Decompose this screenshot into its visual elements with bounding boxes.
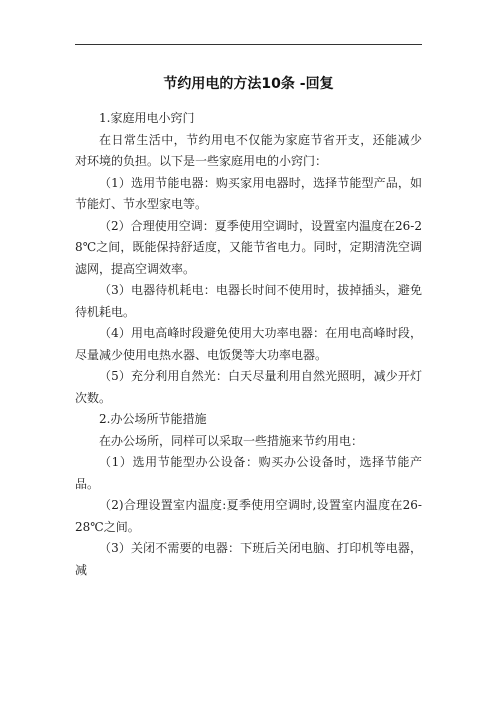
list-item-air-conditioner: （2）合理使用空调：夏季使用空调时，设置室内温度在26-28℃之间，既能保持舒适度，又能节省电力。同时，定期清洗空调滤网，提高空调效率。 — [75, 218, 422, 276]
list-item-turn-off-appliances: （3）关闭不需要的电器：下班后关闭电脑、打印机等电器，减 — [75, 541, 422, 577]
paragraph-intro: 在日常生活中，节约用电不仅能为家庭节省开支，还能减少对环境的负担。以下是一些家庭用电的小窍门： — [75, 132, 422, 168]
list-item-office-equipment: （1）选用节能型办公设备：购买办公设备时，选择节能产品。 — [75, 455, 422, 491]
list-item-natural-light: （5）充分利用自然光：白天尽量利用自然光照明，减少开灯次数。 — [75, 369, 422, 405]
section-heading-home: 1.家庭用电小窍门 — [99, 111, 195, 125]
paragraph-office-intro: 在办公场所，同样可以采取一些措施来节约用电： — [99, 433, 364, 448]
section-heading-office: 2.办公场所节能措施 — [99, 412, 207, 426]
list-item-standby-power: （3）电器待机耗电：电器长时间不使用时，拔掉插头，避免待机耗电。 — [75, 283, 422, 319]
list-item-peak-hours: （4）用电高峰时段避免使用大功率电器：在用电高峰时段，尽量减少使用电热水器、电饭煲等大功率电器。 — [75, 326, 422, 362]
list-item-energy-appliances: （1）选用节能电器：购买家用电器时，选择节能型产品，如节能灯、节水型家电等。 — [75, 175, 422, 211]
list-item-office-temperature: （2)合理设置室内温度:夏季使用空调时,设置室内温度在26-28℃之间。 — [75, 498, 422, 534]
document-body — [75, 108, 422, 581]
document-title: 节约用电的方法10条 -回复 — [163, 76, 334, 92]
header-rule — [75, 44, 422, 45]
